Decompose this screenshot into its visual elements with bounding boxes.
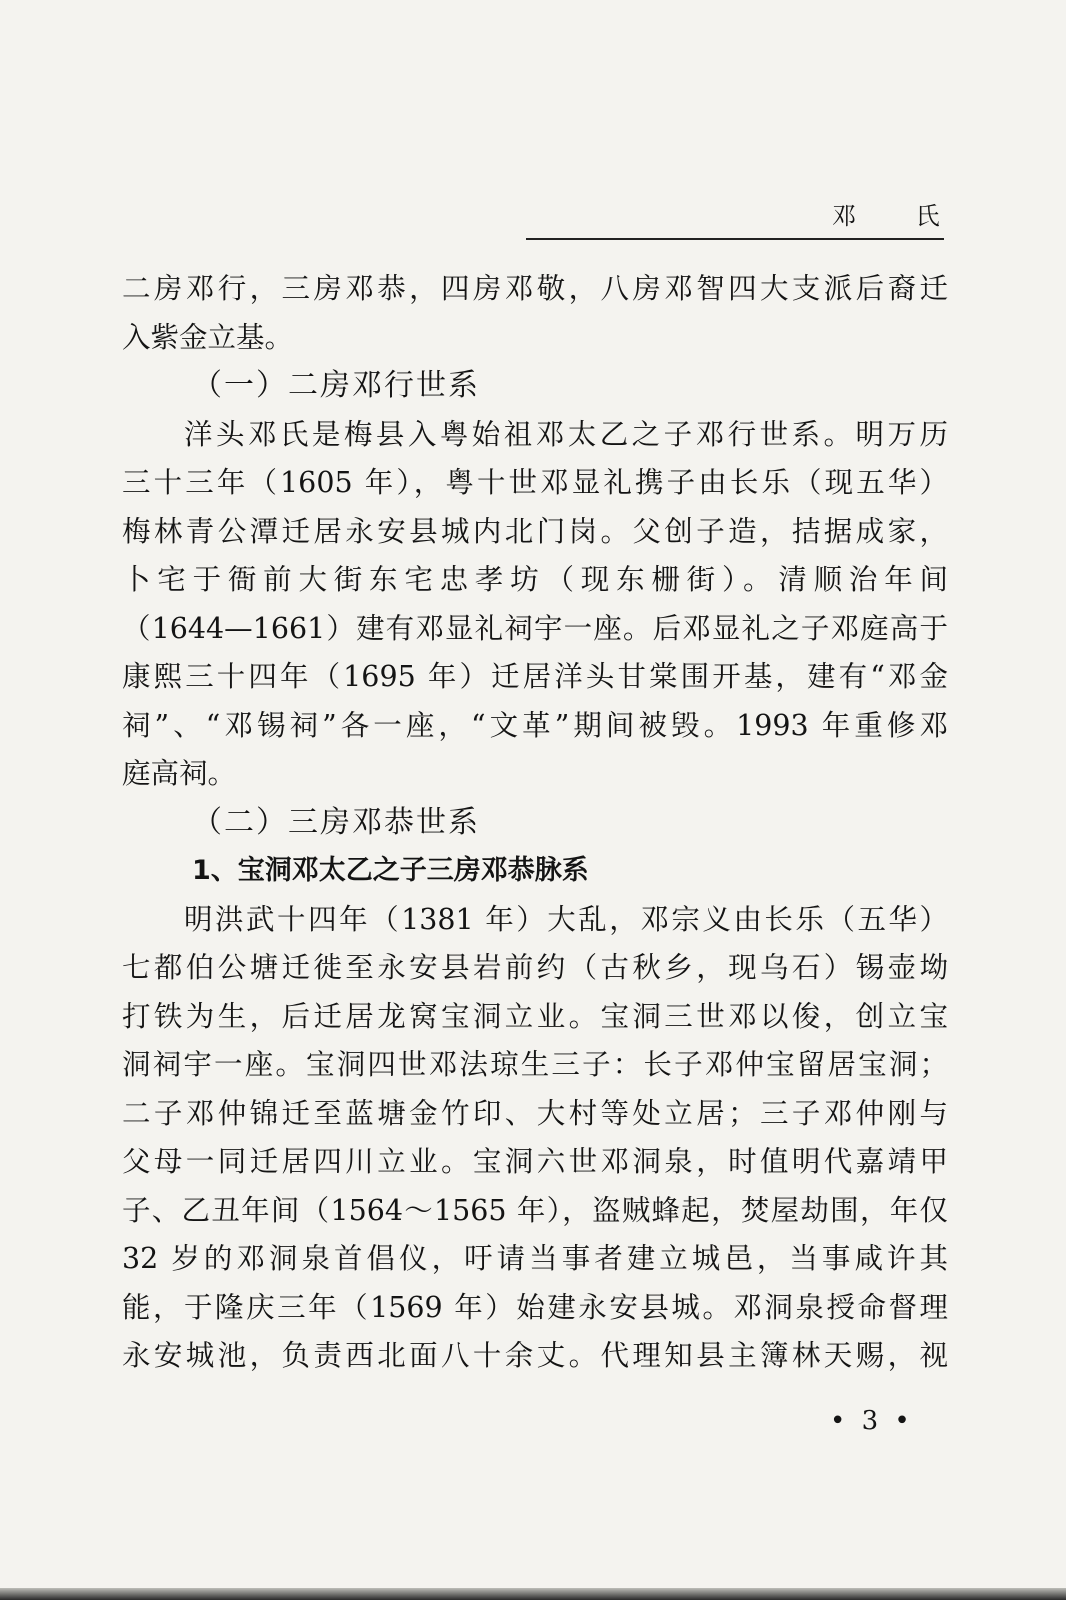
- text-line: 父母一同迁居四川立业。宝洞六世邓洞泉，时值明代嘉靖甲: [122, 1145, 948, 1178]
- text-line: 打铁为生，后迁居龙窝宝洞立业。宝洞三世邓以俊，创立宝: [122, 999, 948, 1033]
- text-line: 能，于隆庆三年（1569 年）始建永安县城。邓洞泉授命督理: [122, 1290, 948, 1324]
- text-line: 三十三年（1605 年），粤十世邓显礼携子由长乐（现五华）: [122, 466, 948, 499]
- subsection-heading: 1、宝洞邓太乙之子三房邓恭脉系: [192, 855, 589, 886]
- text-line: 明洪武十四年（1381 年）大乱，邓宗义由长乐（五华）: [184, 902, 948, 936]
- section-heading: （一）二房邓行世系: [192, 368, 480, 403]
- scan-edge-shadow: [0, 1588, 1066, 1600]
- text-line: 祠”、“邓锡祠”各一座，“文革”期间被毁。1993 年重修邓: [122, 708, 948, 742]
- text-line: 梅林青公潭迁居永安县城内北门岗。父创子造，拮据成家，: [122, 514, 948, 548]
- body-text: [122, 265, 948, 1381]
- text-line: 康熙三十四年（1695 年）迁居洋头甘棠围开基，建有“邓金: [122, 660, 948, 693]
- text-line: 子、乙丑年间（1564～1565 年），盗贼蜂起，焚屋劫围，年仅: [122, 1193, 948, 1227]
- text-line: 永安城池，负责西北面八十余丈。代理知县主簿林天赐，视: [122, 1339, 948, 1372]
- running-head: 邓 氏: [832, 202, 966, 230]
- text-line: （1644—1661）建有邓显礼祠宇一座。后邓显礼之子邓庭高于: [122, 611, 948, 645]
- text-line: 二子邓仲锦迁至蓝塘金竹印、大村等处立居；三子邓仲刚与: [122, 1096, 948, 1130]
- text-line: 入紫金立基。: [122, 320, 294, 354]
- text-line: 洋头邓氏是梅县入粤始祖邓太乙之子邓行世系。明万历: [184, 417, 948, 451]
- page-number: • 3 •: [830, 1406, 914, 1436]
- text-line: 32 岁的邓洞泉首倡仪，吁请当事者建立城邑，当事咸许其: [122, 1242, 948, 1275]
- header-rule: [526, 238, 944, 240]
- text-line: 庭高祠。: [122, 757, 237, 790]
- text-line: 七都伯公塘迁徙至永安县岩前约（古秋乡，现乌石）锡壶坳: [122, 951, 948, 984]
- text-line: 卜宅于衙前大街东宅忠孝坊（现东栅街）。清顺治年间: [122, 563, 948, 596]
- text-line: 二房邓行，三房邓恭，四房邓敬，八房邓智四大支派后裔迁: [122, 272, 948, 305]
- section-heading: （二）三房邓恭世系: [192, 804, 480, 840]
- text-line: 洞祠宇一座。宝洞四世邓法琼生三子：长子邓仲宝留居宝洞；: [122, 1048, 948, 1081]
